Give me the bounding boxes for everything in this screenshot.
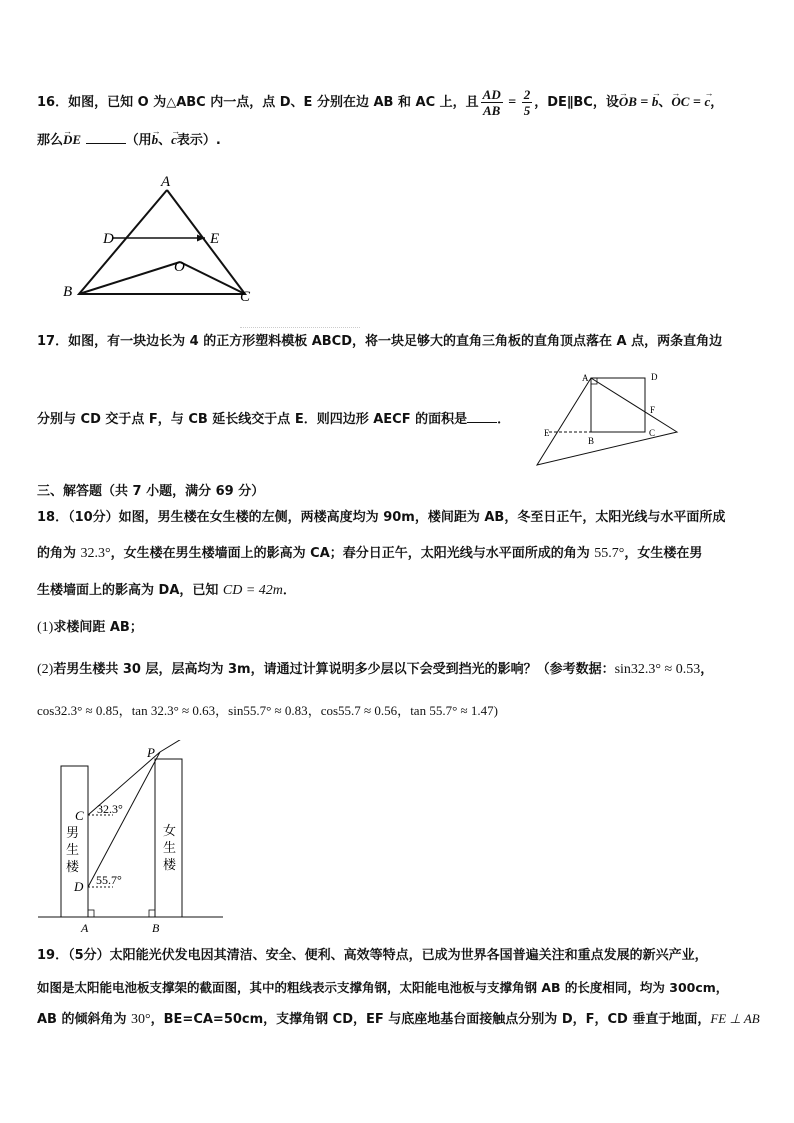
q16-label-a: A — [161, 174, 171, 190]
section-title: 三、解答题（共 7 小题，满分 69 分） — [37, 484, 265, 499]
q18-label-c: C — [75, 808, 84, 823]
q18-part1: (1)求楼间距 AB； — [37, 620, 143, 635]
q16-label-d: D — [103, 231, 114, 247]
q17-label-c: C — [649, 428, 656, 438]
q17-label-f: F — [650, 405, 656, 415]
q17-label-e: E — [544, 428, 550, 438]
q18-angle-32: 32.3° — [97, 802, 123, 816]
q17-square-figure — [532, 370, 682, 468]
fraction-2-5: $\frac{2}{5}$ — [523, 87, 531, 118]
q18-line2: 的角为 32.3°，女生楼在男生楼墙面上的影高为 CA；春分日正午，太阳光线与水平面所成的角为 55.7°，女生楼在男 — [37, 546, 703, 561]
q17-line1: 17．如图，有一块边长为 4 的正方形塑料模板 ABCD，将一块足够大的直角三角板的直角顶点落在 A 点，两条直角边 — [37, 334, 723, 349]
q18-label-p: P — [147, 745, 155, 760]
q16-line1: 16．如图，已知 O 为△ABC 内一点，点 D、E 分别在边 AB 和 AC 上，且 $\frac{AD}{AB}$ = $\frac{2}{5}$ ，DE∥BC，设→ OB = → b、→ OC = → c， — [37, 87, 723, 118]
male-building-char-2: 生 — [66, 842, 80, 857]
q16-label-e: E — [210, 231, 220, 247]
q17-label-a: A — [582, 373, 589, 383]
q18-reference-data: cos32.3° ≈ 0.85，tan 32.3° ≈ 0.63，sin55.7° ≈ 0.83，cos55.7 ≈ 0.56，tan 55.7° ≈ 1.47) — [37, 703, 498, 718]
q18-label-b: B — [152, 921, 160, 935]
q16-label-c: C — [240, 289, 251, 305]
answer-blank[interactable] — [467, 410, 497, 423]
q16-triangle-figure — [55, 170, 265, 305]
female-building-char-2: 生 — [163, 840, 177, 855]
q19-line3: AB 的倾斜角为 30°，BE=CA=50cm，支撑角钢 CD，EF 与底座地基台面接触点分别为 D，F，CD 垂直于地面，FE ⊥ AB — [37, 1011, 760, 1027]
male-building-char-1: 男 — [66, 825, 80, 840]
q17-label-d: D — [651, 372, 658, 382]
q19-line2: 如图是太阳能电池板支撑架的截面图，其中的粗线表示支撑角钢，太阳能电池板与支撑角钢 AB 的长度相同，均为 300cm， — [37, 980, 729, 995]
q19-line1: 19．（5分）太阳能光伏发电因其清洁、安全、便利、高效等特点，已成为世界各国普遍关注和重点发展的新兴产业， — [37, 948, 708, 963]
q18-line3: 生楼墙面上的影高为 DA，已知 CD = 42m． — [37, 583, 296, 598]
q17-label-b: B — [588, 436, 595, 446]
female-building-char-3: 楼 — [163, 857, 177, 872]
q18-buildings-figure — [35, 740, 230, 935]
q16-label-b: B — [63, 284, 73, 300]
q18-label-a: A — [81, 921, 89, 935]
q16-line2: 那么→ DE （用→ b、→ c表示）. — [37, 130, 221, 151]
female-building-char-1: 女 — [163, 823, 177, 838]
q18-angle-55: 55.7° — [96, 873, 122, 887]
male-building-char-3: 楼 — [66, 859, 80, 874]
q17-line2: 分别与 CD 交于点 F，与 CB 延长线交于点 E．则四边形 AECF 的面积是 ． — [37, 412, 511, 427]
divider — [240, 327, 360, 328]
answer-blank[interactable] — [86, 131, 126, 144]
q18-line1: 18．（10分）如图，男生楼在女生楼的左侧，两楼高度均为 90m，楼间距为 AB，冬至日正午，太阳光线与水平面所成 — [37, 510, 726, 525]
q18-label-d: D — [74, 879, 84, 894]
fraction-ad-ab: $\frac{AD}{AB}$ — [482, 87, 501, 118]
q18-part2: (2)若男生楼共 30 层，层高均为 3m，请通过计算说明多少层以下会受到挡光的影响？（参考数据：sin32.3° ≈ 0.53， — [37, 662, 714, 677]
q16-label-o: O — [174, 259, 185, 275]
